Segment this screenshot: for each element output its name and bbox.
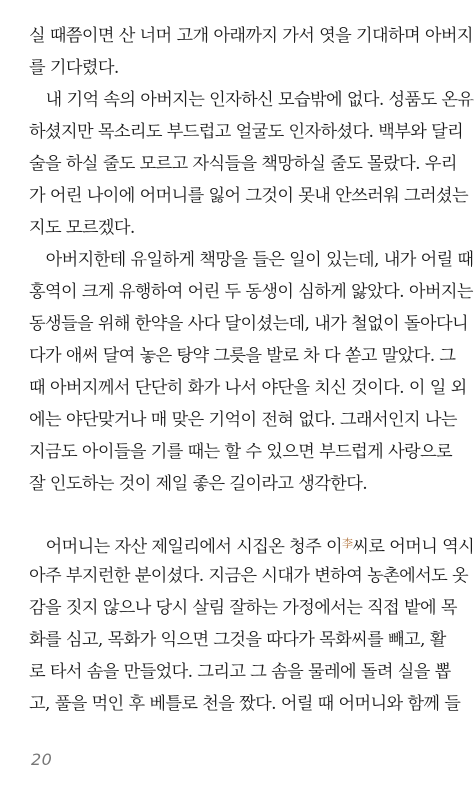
text-run: 씨로 어머니 역시 xyxy=(352,537,474,557)
text-line: 술을 하실 줄도 모르고 자식들을 책망하실 줄도 몰랐다. 우리 xyxy=(29,154,457,174)
hanja-annotation: 李 xyxy=(341,537,353,550)
paragraph-section-1 xyxy=(29,20,474,500)
text-run: 어머니는 자산 제일리에서 시집온 청주 이 xyxy=(29,537,342,557)
text-line: 고, 풀을 먹인 후 베틀로 천을 짰다. 어릴 때 어머니와 함께 들 xyxy=(29,694,461,714)
page-number: 20 xyxy=(31,750,53,769)
text-line: 지도 모르겠다. xyxy=(29,218,135,238)
text-line: 가 어린 나이에 어머니를 잃어 그것이 못내 안쓰러워 그러셨는 xyxy=(29,186,468,206)
text-line: 때 아버지께서 단단히 화가 나서 야단을 치신 것이다. 이 일 외 xyxy=(29,378,467,398)
text-line: 홍역이 크게 유행하여 어린 두 동생이 심하게 앓았다. 아버지는 xyxy=(29,282,473,302)
text-line: 화를 심고, 목화가 익으면 그것을 따다가 목화씨를 빼고, 활 xyxy=(29,630,446,650)
text-line: 를 기다렸다. xyxy=(29,58,119,78)
text-line: 에는 야단맞거나 매 맞은 기억이 전혀 없다. 그래서인지 나는 xyxy=(29,410,457,430)
text-line: 감을 짓지 않으나 당시 살림 잘하는 가정에서는 직접 밭에 목 xyxy=(29,598,457,618)
text-line: 다가 애써 달여 놓은 탕약 그릇을 발로 차 다 쏟고 말았다. 그 xyxy=(29,346,456,366)
text-line: 실 때쯤이면 산 너머 고개 아래까지 가서 엿을 기대하며 아버지 xyxy=(29,26,473,46)
text-line: 동생들을 위해 한약을 사다 달이셨는데, 내가 철없이 돌아다니 xyxy=(29,314,468,334)
text-line: 잘 인도하는 것이 제일 좋은 길이라고 생각한다. xyxy=(29,474,368,494)
text-line: 로 타서 솜을 만들었다. 그리고 그 솜을 물레에 돌려 실을 뽑 xyxy=(29,662,451,682)
text-line: 내 기억 속의 아버지는 인자하신 모습밖에 없다. 성품도 온유 xyxy=(29,90,474,110)
text-line: 하셨지만 목소리도 부드럽고 얼굴도 인자하셨다. 백부와 달리 xyxy=(29,122,464,142)
paragraph-section-2 xyxy=(29,528,474,720)
text-line: 아주 부지런한 분이셨다. 지금은 시대가 변하여 농촌에서도 옷 xyxy=(29,566,468,586)
text-line: 아버지한테 유일하게 책망을 들은 일이 있는데, 내가 어릴 때 xyxy=(29,250,474,270)
text-line xyxy=(29,528,474,560)
text-line: 지금도 아이들을 기를 때는 할 수 있으면 부드럽게 사랑으로 xyxy=(29,442,452,462)
